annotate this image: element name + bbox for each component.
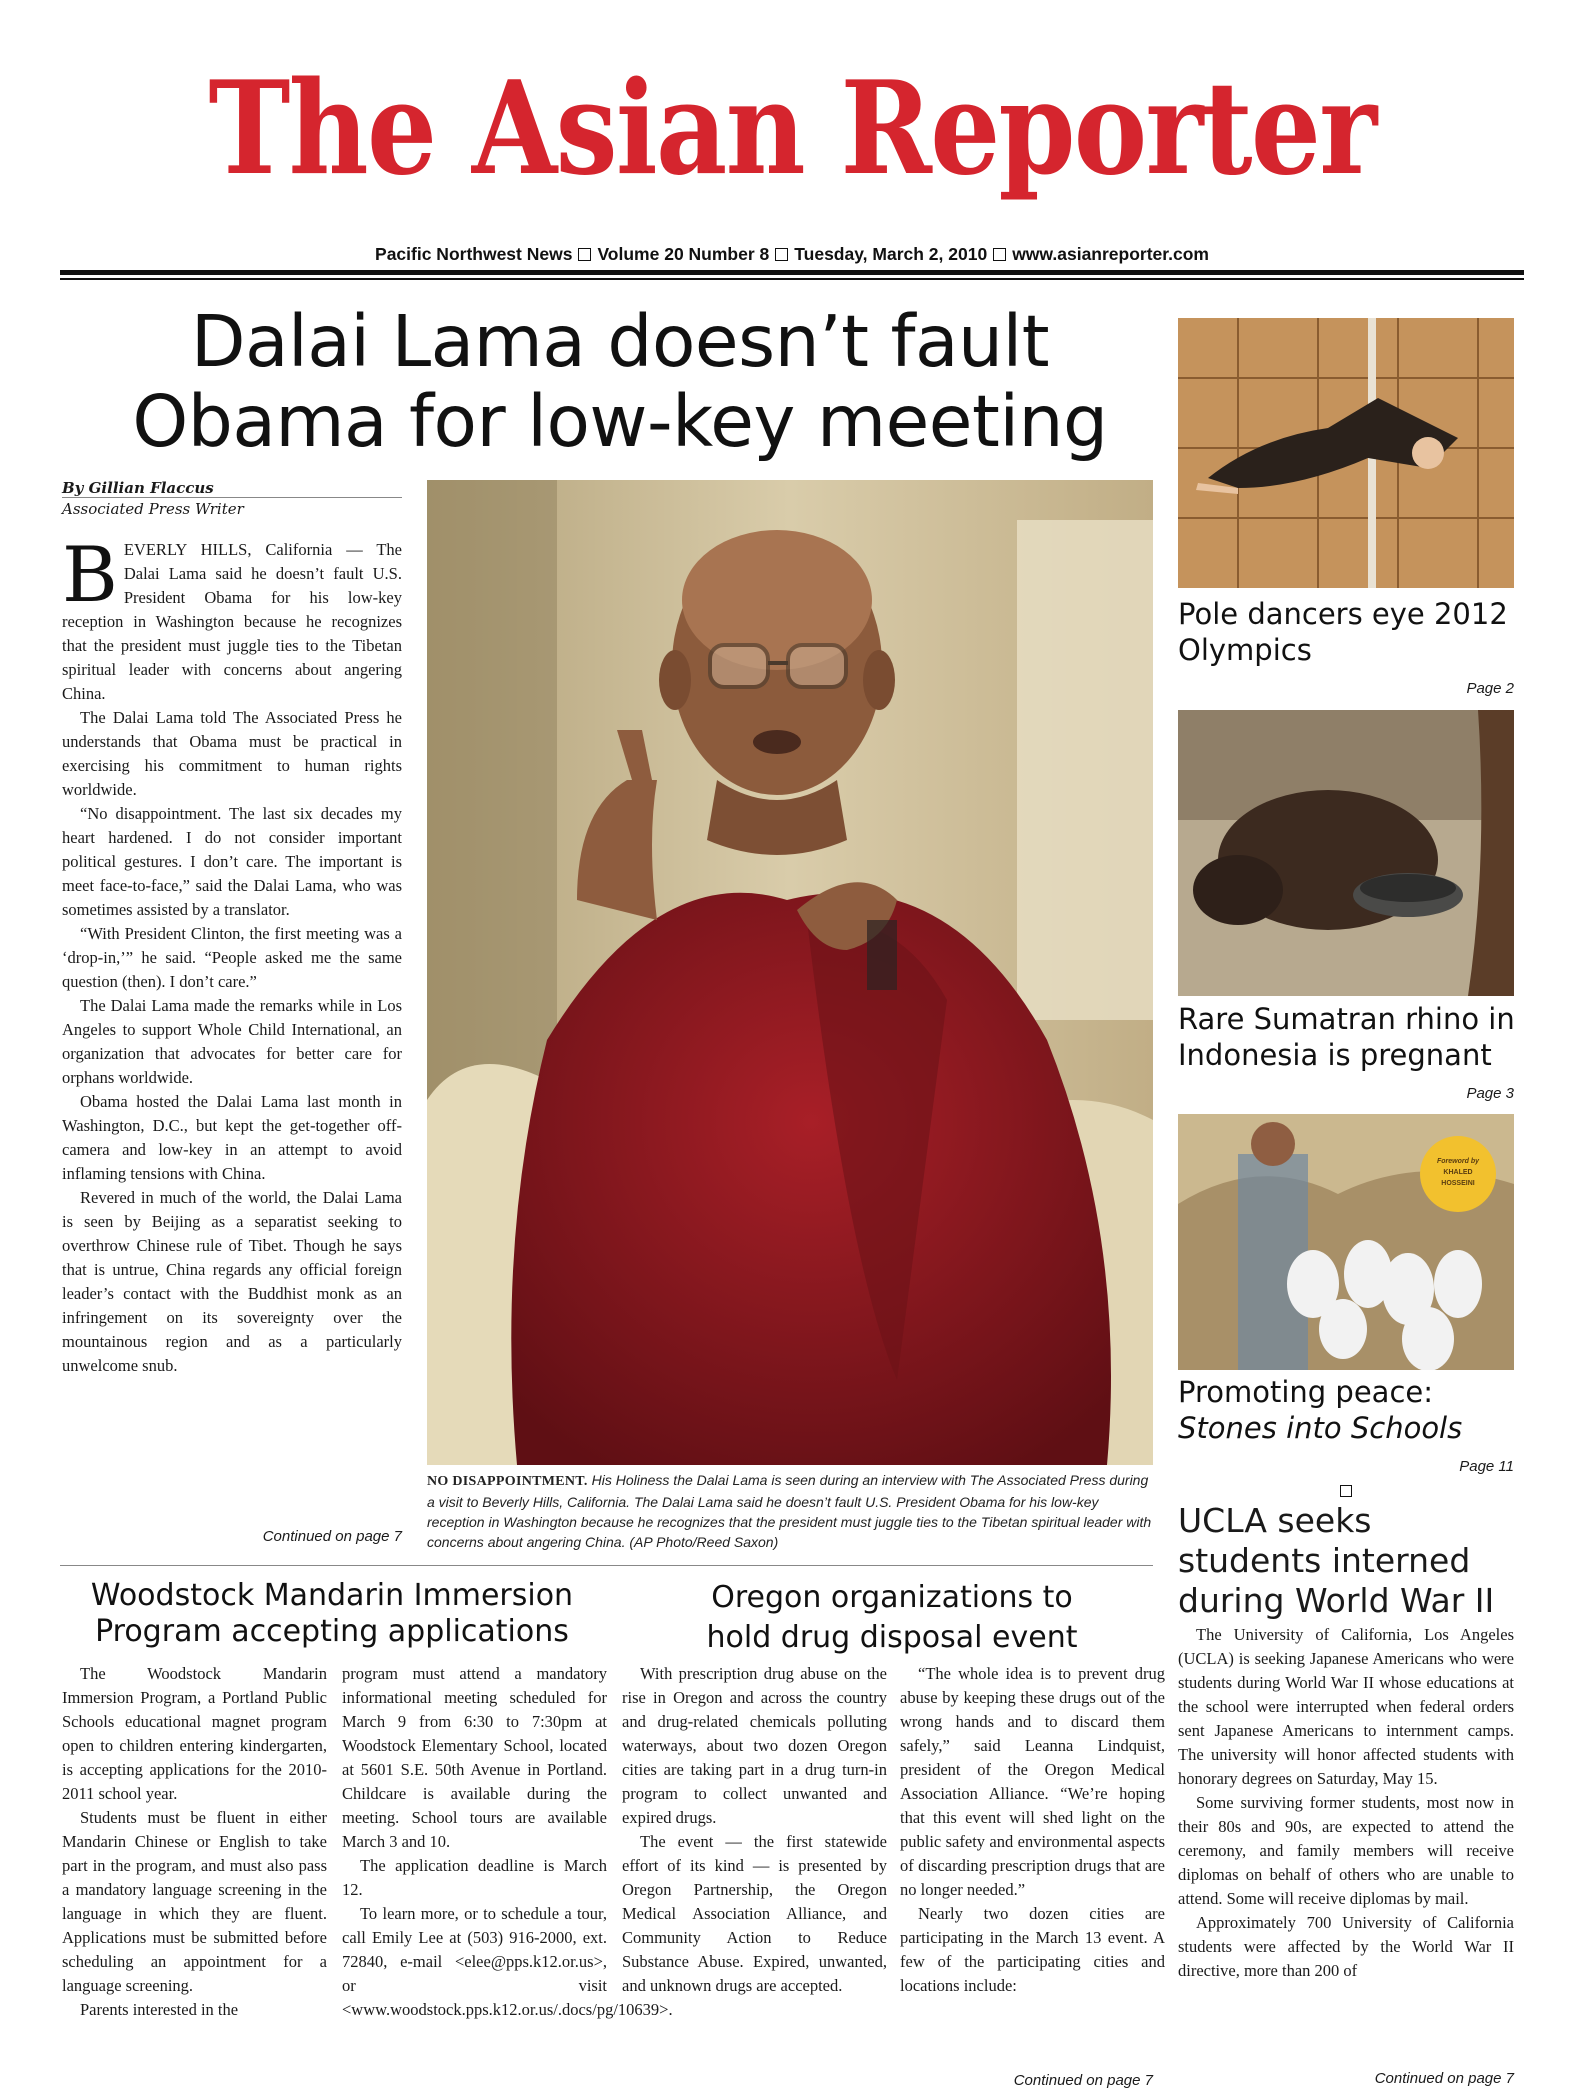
dateline-section: Pacific Northwest News	[375, 244, 573, 264]
woodstock-paragraph-3: Parents interested in the	[80, 2000, 239, 2019]
book-foreword-name1: KHALED	[1443, 1169, 1473, 1176]
lead-paragraph-6: Obama hosted the Dalai Lama last month in Washington, D.C., but kept the get-together off-camera and low-key in an attempt to avoid inflaming tensions with China.	[62, 1092, 402, 1183]
oregon-column-2	[900, 1662, 1165, 1998]
woodstock-paragraph-2: Students must be fluent in either Mandarin Chinese or English to take part in the program, and must also pass a mandatory language screening in the language in which they are fluent. Applications must be submitted before scheduling an appointment for a language screening.	[62, 1808, 327, 1995]
woodstock-paragraph-4: program must attend a mandatory informational meeting scheduled for March 9 from 6:30 to 7:30pm at Woodstock Elementary School, located at 5601 S.E. 50th Avenue in Portland. Childcare is available during the meeting. School tours are available March 3 and 10.	[342, 1664, 607, 1851]
woodstock-paragraph-1: The Woodstock Mandarin Immersion Program, a Portland Public Schools educational magnet program open to children entering kindergarten, is accepting applications for the 2010-2011 school year.	[62, 1664, 327, 1803]
byline-rule	[62, 497, 402, 498]
lead-article-body	[62, 530, 402, 1378]
dateline-url[interactable]: www.asianreporter.com	[1012, 244, 1209, 264]
lead-paragraph-3: “No disappointment. The last six decades my heart hardened. I do not consider important political gestures. I don’t care. The important is meet face-to-face,” said the Dalai Lama, who was sometimes assisted by a translator.	[62, 804, 402, 919]
dalai-lama-photo	[427, 480, 1153, 1465]
box-bullet-icon	[993, 248, 1006, 261]
drop-cap: B	[62, 530, 118, 619]
oregon-paragraph-2: The event — the first statewide effort of its kind — is presented by Oregon Partnership, the Oregon Medical Association Alliance, and Community Action to Reduce Substance Abuse. Expired, unwanted, and unknown drugs are accepted.	[622, 1832, 887, 1995]
oregon-column-1	[622, 1662, 887, 1998]
lead-paragraph-4: “With President Clinton, the first meeting was a ‘drop-in,’” he said. “People asked me the same question (then). I don’t care.”	[62, 924, 402, 991]
photo-caption	[427, 1470, 1153, 1552]
sidebar-page-3[interactable]: Page 11	[1459, 1458, 1514, 1475]
dateline-volume: Volume 20 Number 8	[597, 244, 770, 264]
sidebar-page-1[interactable]: Page 2	[1466, 680, 1514, 697]
oregon-paragraph-3: “The whole idea is to prevent drug abuse by keeping these drugs out of the wrong hands and to discard them safely,” said Leanna Lindquist, president of the Oregon Medical Association Alliance. “We’re hoping that this event will shed light on the public safety and environmental aspects of discarding prescription drugs that are no longer needed.”	[900, 1664, 1165, 1899]
lead-paragraph-7: Revered in much of the world, the Dalai Lama is seen by Beijing as a separatist seeking to overthrow Chinese rule of Tibet. Though he says that is untrue, China regards any official foreign leader’s contact with the Buddhist monk as an infringement on its sovereignty over the mountainous region and as a particularly unwelcome snub.	[62, 1188, 402, 1375]
book-foreword-badge	[1422, 1156, 1494, 1189]
lead-headline-line2: Obama for low-key meeting	[132, 380, 1108, 464]
sidebar-headline-2[interactable]: Rare Sumatran rhino in Indonesia is pregnant	[1178, 1002, 1515, 1072]
masthead-title: The Asian Reporter	[208, 54, 1376, 204]
ucla-paragraph-2: Some surviving former students, most now in their 80s and 90s, are expected to attend the ceremony, and family members will receive diplomas on behalf of others who are unable to attend. Some will receive diplomas by mail.	[1178, 1793, 1514, 1908]
sidebar-headline-3a: Promoting peace:	[1178, 1375, 1434, 1409]
oregon-paragraph-1: With prescription drug abuse on the rise in Oregon and across the country and drug-related chemicals polluting waterways, about two dozen Oregon cities are taking part in a drug turn-in program to collect unwanted and expired drugs.	[622, 1664, 887, 1827]
dateline	[60, 244, 1524, 265]
ucla-body	[1178, 1623, 1514, 1983]
section-divider	[60, 1565, 1153, 1566]
woodstock-headline-line1: Woodstock Mandarin Immersion	[90, 1578, 574, 1613]
oregon-continued[interactable]: Continued on page 7	[1013, 2072, 1153, 2089]
ucla-headline: UCLA seeks students interned during World War II	[1178, 1501, 1495, 1620]
caption-lead: NO DISAPPOINTMENT.	[427, 1474, 588, 1489]
woodstock-headline	[62, 1578, 602, 1650]
byline-credit: Associated Press Writer	[62, 500, 244, 518]
ucla-paragraph-3: Approximately 700 University of California students were affected by the World War II directive, more than 200 of	[1178, 1913, 1514, 1980]
lead-headline	[60, 302, 1180, 462]
book-foreword-name2: HOSSEINI	[1441, 1180, 1475, 1187]
woodstock-column-2	[342, 1662, 673, 2022]
box-bullet-icon	[1340, 1482, 1352, 1501]
oregon-headline-line1: Oregon organizations to	[711, 1580, 1073, 1615]
masthead-rule	[60, 270, 1524, 275]
rhino-photo	[1178, 710, 1514, 996]
byline: By Gillian Flaccus	[62, 479, 214, 497]
lead-paragraph-5: The Dalai Lama made the remarks while in Los Angeles to support Whole Child International, an organization that advocates for better care for orphans worldwide.	[62, 996, 402, 1087]
woodstock-paragraph-6: To learn more, or to schedule a tour, call Emily Lee at (503) 916-2000, ext. 72840, e-mail <elee@pps.k12.or.us>, or visit <www.woodstock.pps.k12.or.us/.docs/pg/10639>.	[342, 1904, 673, 2019]
sidebar-headline-3[interactable]	[1178, 1374, 1518, 1446]
pole-dancer-photo	[1178, 318, 1514, 588]
stones-into-schools-cover	[1178, 1114, 1514, 1370]
oregon-paragraph-4: Nearly two dozen cities are participating in the March 13 event. A few of the participating cities and locations include:	[900, 1904, 1165, 1995]
box-bullet-icon	[578, 248, 591, 261]
lead-paragraph-1: EVERLY HILLS, California — The Dalai Lama said he doesn’t fault U.S. President Obama for his low-key reception in Washington because he recognizes that the president must juggle ties to the Tibetan spiritual leader with concerns about angering China.	[62, 540, 402, 703]
woodstock-column-1	[62, 1662, 327, 2022]
lead-headline-line1: Dalai Lama doesn’t fault	[190, 300, 1050, 383]
sidebar-headline-3b: Stones into Schools	[1178, 1411, 1463, 1445]
dateline-date: Tuesday, March 2, 2010	[794, 244, 988, 264]
caption-text: His Holiness the Dalai Lama is seen during an interview with The Associated Press during a visit to Beverly Hills, California. The Dalai Lama said he doesn’t fault U.S. President Obama for his low-key reception in Washington because he recognizes that the president must juggle ties to the Tibetan spiritual leader with concerns about angering China. (AP Photo/Reed Saxon)	[427, 1472, 1152, 1550]
lead-paragraph-2: The Dalai Lama told The Associated Press he understands that Obama must be practical in exercising his commitment to human rights worldwide.	[62, 708, 402, 799]
box-bullet-icon	[775, 248, 788, 261]
woodstock-headline-line2: Program accepting applications	[95, 1614, 569, 1649]
masthead-rule-thin	[60, 278, 1524, 280]
oregon-headline-line2: hold drug disposal event	[706, 1620, 1078, 1655]
sidebar-page-2[interactable]: Page 3	[1466, 1085, 1514, 1102]
ucla-paragraph-1: The University of California, Los Angeles (UCLA) is seeking Japanese Americans who were students during World War II whose educations at the school were interrupted when federal orders sent Japanese Americans to internment camps. The university will honor affected students with honorary degrees on Saturday, May 15.	[1178, 1625, 1514, 1788]
woodstock-paragraph-5: The application deadline is March 12.	[342, 1856, 607, 1899]
ucla-continued[interactable]: Continued on page 7	[1374, 2070, 1514, 2087]
oregon-headline	[622, 1578, 1162, 1658]
lead-continued[interactable]: Continued on page 7	[262, 1528, 402, 1545]
sidebar-headline-1[interactable]: Pole dancers eye 2012 Olympics	[1178, 597, 1508, 667]
book-foreword-label: Foreword by	[1436, 1158, 1479, 1165]
